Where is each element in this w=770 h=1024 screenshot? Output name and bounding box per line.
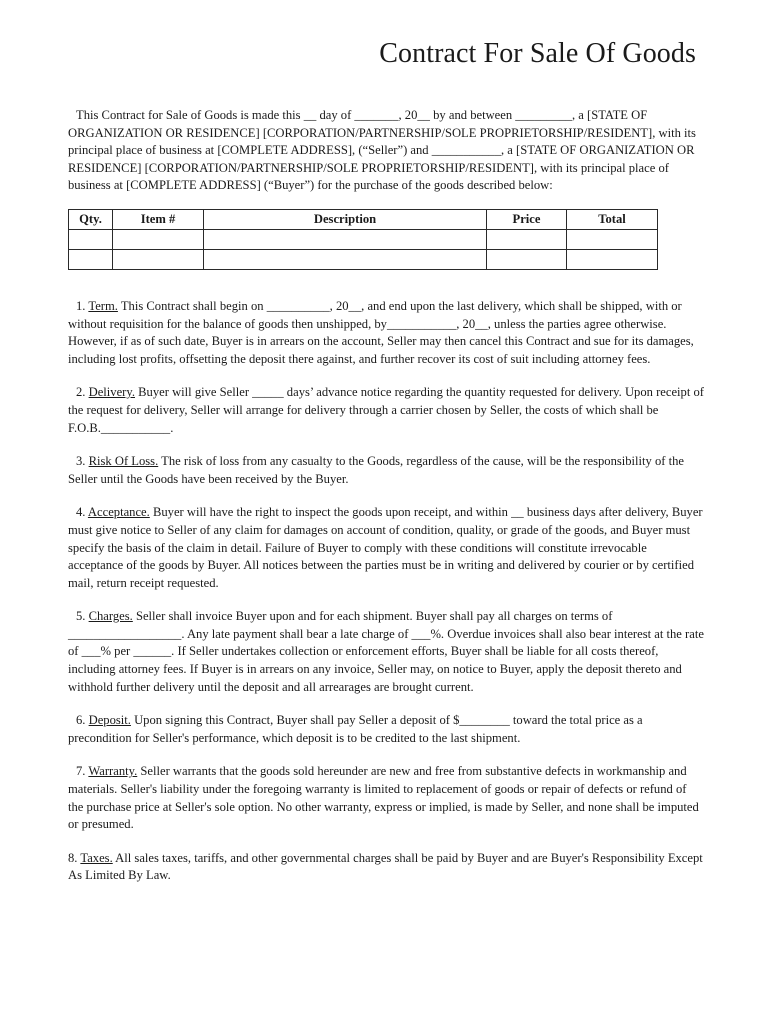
- section-number: 6.: [76, 713, 86, 728]
- section-heading: Term.: [88, 298, 118, 313]
- section-number: 5.: [76, 609, 86, 624]
- section-heading: Charges.: [88, 609, 133, 624]
- section-charges: [68, 608, 704, 696]
- section-body: Seller warrants that the goods sold hereunder are new and free from substantive defects in workmanship and materials. Seller's liability under the foregoing warranty is limited to replacement of goods or repair of defects or refund of the purchase price at Seller's sole option. No other warranty, express or implied, is made by Seller, and none shall be imputed or presumed.: [68, 764, 699, 832]
- section-body: Buyer will have the right to inspect the goods upon receipt, and within __ business days after delivery, Buyer must give notice to Seller of any claim for damages on account of condition, quality, or grade of the goods, and Buyer must specify the basis of the claim in detail. Failure of Buyer to comply with these conditions will constitute irrevocable acceptance of the goods by Buyer. All notices between the parties must be in writing and delivered by courier or by certified mail, return receipt requested.: [68, 505, 703, 590]
- section-number: 7.: [76, 764, 86, 779]
- goods-table: [68, 209, 658, 270]
- section-body: The risk of loss from any casualty to the Goods, regardless of the cause, will be the responsibility of the Seller until the Goods have been received by the Buyer.: [68, 454, 685, 486]
- table-cell: [69, 229, 113, 249]
- section-number: 1.: [76, 298, 86, 313]
- section-heading: Taxes.: [80, 850, 113, 865]
- table-cell: [113, 229, 204, 249]
- section-heading: Risk Of Loss.: [88, 454, 159, 469]
- table-cell: [113, 249, 204, 269]
- section-body: Buyer will give Seller _____ days’ advance notice regarding the quantity requested for delivery. Upon receipt of the request for delivery, Seller will arrange for delivery through a carrier chosen by Seller, the costs of which shall be F.O.B.___________.: [68, 385, 704, 435]
- section-number: 2.: [76, 385, 86, 400]
- section-heading: Deposit.: [88, 713, 131, 728]
- section-number: 4.: [76, 505, 86, 520]
- section-heading: Warranty.: [88, 764, 138, 779]
- section-body: All sales taxes, tariffs, and other governmental charges shall be paid by Buyer and are Buyer's Responsibility Except As Limited By Law.: [68, 850, 703, 883]
- section-taxes: [68, 850, 704, 885]
- table-cell: [69, 249, 113, 269]
- table-row: [69, 229, 658, 249]
- table-header-row: [69, 209, 658, 229]
- column-header-price: Price: [487, 209, 567, 229]
- section-deposit: [68, 712, 704, 747]
- table-cell: [487, 249, 567, 269]
- section-risk-of-loss: [68, 453, 704, 488]
- intro-paragraph: This Contract for Sale of Goods is made this __ day of _______, 20__ by and between _________, a [STATE OF ORGANIZATION OR RESIDENCE] [CORPORATION/PARTNERSHIP/SOLE PROPRIETORSHIP/RESIDENT], with its principal place of business at [COMPLETE ADDRESS], (“Seller”) and ___________, a [STATE OF ORGANIZATION OR RESIDENCE] [CORPORATION/PARTNERSHIP/SOLE PROPRIETORSHIP/RESIDENT], with its principal place of business at [COMPLETE ADDRESS] (“Buyer”) for the purchase of the goods described below:: [68, 108, 696, 193]
- section-warranty: [68, 763, 704, 833]
- document-title: Contract For Sale Of Goods: [379, 38, 696, 69]
- section-heading: Acceptance.: [87, 505, 150, 520]
- table-cell: [204, 249, 487, 269]
- section-delivery: [68, 384, 704, 437]
- column-header-total: Total: [567, 209, 658, 229]
- section-body: This Contract shall begin on __________, 20__, and end upon the last delivery, which shall be shipped, with or without requisition for the balance of goods then unshipped, by___________, 20__, unless the parties agree otherwise. However, if as of such date, Buyer is in arrears on the account, Seller may then cancel this Contract and sue for its damages, including lost profits, offsetting the deposit there against, and further recover its cost of suit including attorney fees.: [68, 298, 694, 366]
- column-header-description: Description: [204, 209, 487, 229]
- section-number: 3.: [76, 454, 86, 469]
- column-header-qty: Qty.: [69, 209, 113, 229]
- section-body: Seller shall invoice Buyer upon and for each shipment. Buyer shall pay all charges on terms of __________________. Any late payment shall bear a late charge of ___%. Overdue invoices shall also bear interest at the rate of ___% per ______. If Seller undertakes collection or enforcement efforts, Buyer shall be liable for all costs thereof, including attorney fees. If Buyer is in arrears on any invoice, Seller may, on notice to Buyer, apply the deposit thereto and withhold further delivery until the deposit and all arrearages are brought current.: [68, 609, 704, 694]
- section-heading: Delivery.: [88, 385, 135, 400]
- section-body: Upon signing this Contract, Buyer shall pay Seller a deposit of $________ toward the total price as a precondition for Seller's performance, which deposit is to be credited to the last shipment.: [68, 713, 643, 745]
- section-number: 8.: [68, 850, 78, 865]
- table-cell: [567, 249, 658, 269]
- section-term: [68, 298, 704, 368]
- table-cell: [487, 229, 567, 249]
- table-row: [69, 249, 658, 269]
- table-cell: [204, 229, 487, 249]
- document-body: [68, 107, 704, 901]
- table-cell: [567, 229, 658, 249]
- section-acceptance: [68, 504, 704, 592]
- column-header-item: Item #: [113, 209, 204, 229]
